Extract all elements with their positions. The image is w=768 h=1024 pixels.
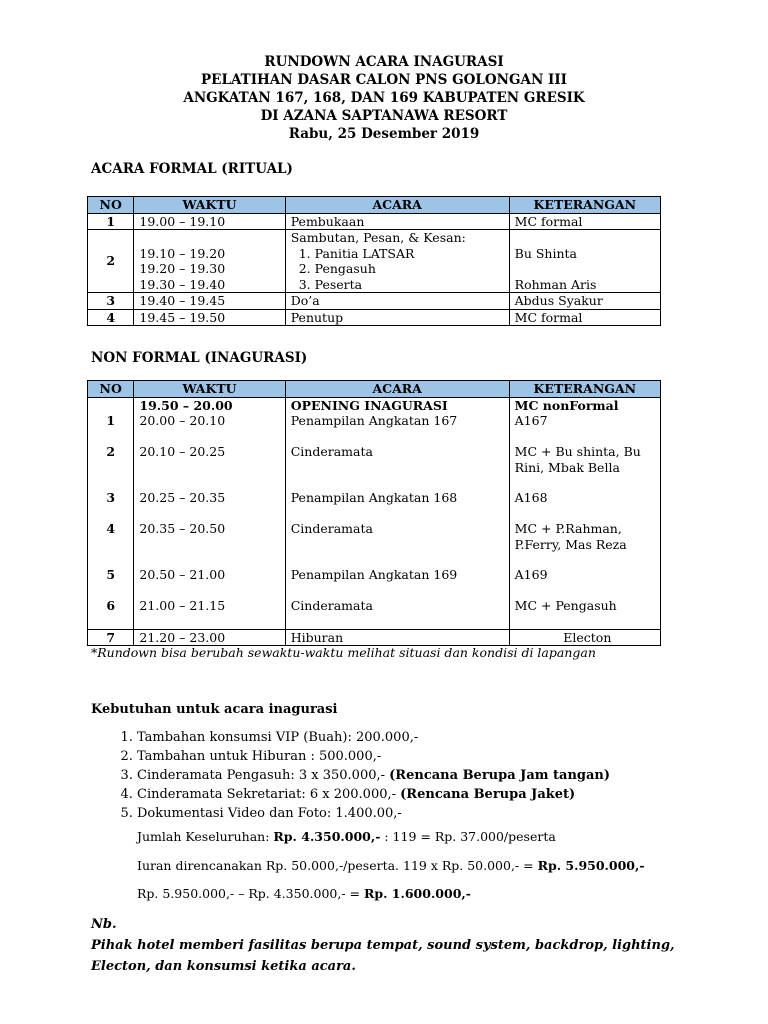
list-item: 2. Pengasuh	[298, 261, 376, 276]
table-row: 2 20.10 – 20.25 Cinderamata MC + Bu shinta, Bu Rini, Mbak Bella	[88, 444, 661, 490]
formal-table	[87, 196, 661, 326]
col-keterangan: KETERANGAN	[509, 197, 660, 214]
table-row: 19.50 – 20.00 OPENING INAGURASI MC nonFormal	[88, 397, 661, 413]
col-acara: ACARA	[285, 197, 509, 214]
list-item: 1. Panitia LATSAR	[298, 245, 415, 261]
kebutuhan-list	[91, 728, 737, 823]
table-header-row	[88, 197, 661, 214]
col-waktu: WAKTU	[134, 197, 285, 214]
calc-sisa: Rp. 5.950.000,- – Rp. 4.350.000,- = Rp. 1.600.000,-	[137, 886, 471, 901]
table-row: 5 20.50 – 21.00 Penampilan Angkatan 169 A169	[88, 567, 661, 598]
header-line-3: ANGKATAN 167, 168, DAN 169 KABUPATEN GRESIK	[183, 90, 585, 106]
table-row: 4 19.45 – 19.50 Penutup MC formal	[88, 309, 661, 326]
header-date: Rabu, 25 Desember 2019	[288, 126, 480, 142]
header-line-4: DI AZANA SAPTANAWA RESORT	[260, 108, 508, 124]
formal-section-title: ACARA FORMAL (RITUAL)	[91, 161, 293, 177]
table-row: 1 19.00 – 19.10 Pembukaan MC formal	[88, 213, 661, 230]
list-item: 1. Tambahan konsumsi VIP (Buah): 200.000,-	[137, 728, 737, 747]
table-row: 2 19.10 – 19.20 19.20 – 19.30 19.30 – 19.40 Sambutan, Pesan, & Kesan: 1. Panitia LATSAR 2. Pengasuh 3. Peserta Bu Shinta Rohman Aris	[88, 230, 661, 293]
table-row: 3 19.40 – 19.45 Do’a Abdus Syakur	[88, 293, 661, 310]
kebutuhan-title: Kebutuhan untuk acara inagurasi	[91, 702, 338, 717]
list-item: 2. Tambahan untuk Hiburan : 500.000,-	[137, 747, 737, 766]
table-row: 3 20.25 – 20.35 Penampilan Angkatan 168 A168	[88, 490, 661, 521]
header-block	[0, 53, 768, 143]
list-item: 3. Cinderamata Pengasuh: 3 x 350.000,- (Rencana Berupa Jam tangan)	[137, 766, 737, 785]
header-line-1: RUNDOWN ACARA INAGURASI	[264, 54, 504, 70]
col-no: NO	[88, 197, 134, 214]
table-row: 6 21.00 – 21.15 Cinderamata MC + Pengasuh	[88, 598, 661, 629]
calc-iuran: Iuran direncanakan Rp. 50.000,-/peserta. 119 x Rp. 50.000,- = Rp. 5.950.000,-	[137, 858, 645, 873]
rundown-note: *Rundown bisa berubah sewaktu-waktu melihat situasi dan kondisi di lapangan	[91, 645, 596, 660]
nb-block: Nb. Pihak hotel memberi fasilitas berupa tempat, sound system, backdrop, lighting, Electon, dan konsumsi ketika acara.	[91, 914, 691, 977]
table-row: 4 20.35 – 20.50 Cinderamata MC + P.Rahman, P.Ferry, Mas Reza	[88, 521, 661, 567]
nonformal-table	[87, 380, 661, 646]
table-header-row: NO WAKTU ACARA KETERANGAN	[88, 381, 661, 398]
nb-label: Nb.	[91, 917, 117, 932]
list-item: 3. Peserta	[298, 276, 363, 292]
nonformal-section-title: NON FORMAL (INAGURASI)	[91, 350, 308, 366]
table-row: 7 21.20 – 23.00 Hiburan Electon	[88, 629, 661, 646]
calc-total: Jumlah Keseluruhan: Rp. 4.350.000,- : 119 = Rp. 37.000/peserta	[137, 829, 556, 844]
header-line-2: PELATIHAN DASAR CALON PNS GOLONGAN III	[201, 72, 567, 88]
list-item: 5. Dokumentasi Video dan Foto: 1.400.00,-	[137, 804, 737, 823]
table-row: 1 20.00 – 20.10 Penampilan Angkatan 167 A167	[88, 413, 661, 444]
list-item: 4. Cinderamata Sekretariat: 6 x 200.000,- (Rencana Berupa Jaket)	[137, 785, 737, 804]
